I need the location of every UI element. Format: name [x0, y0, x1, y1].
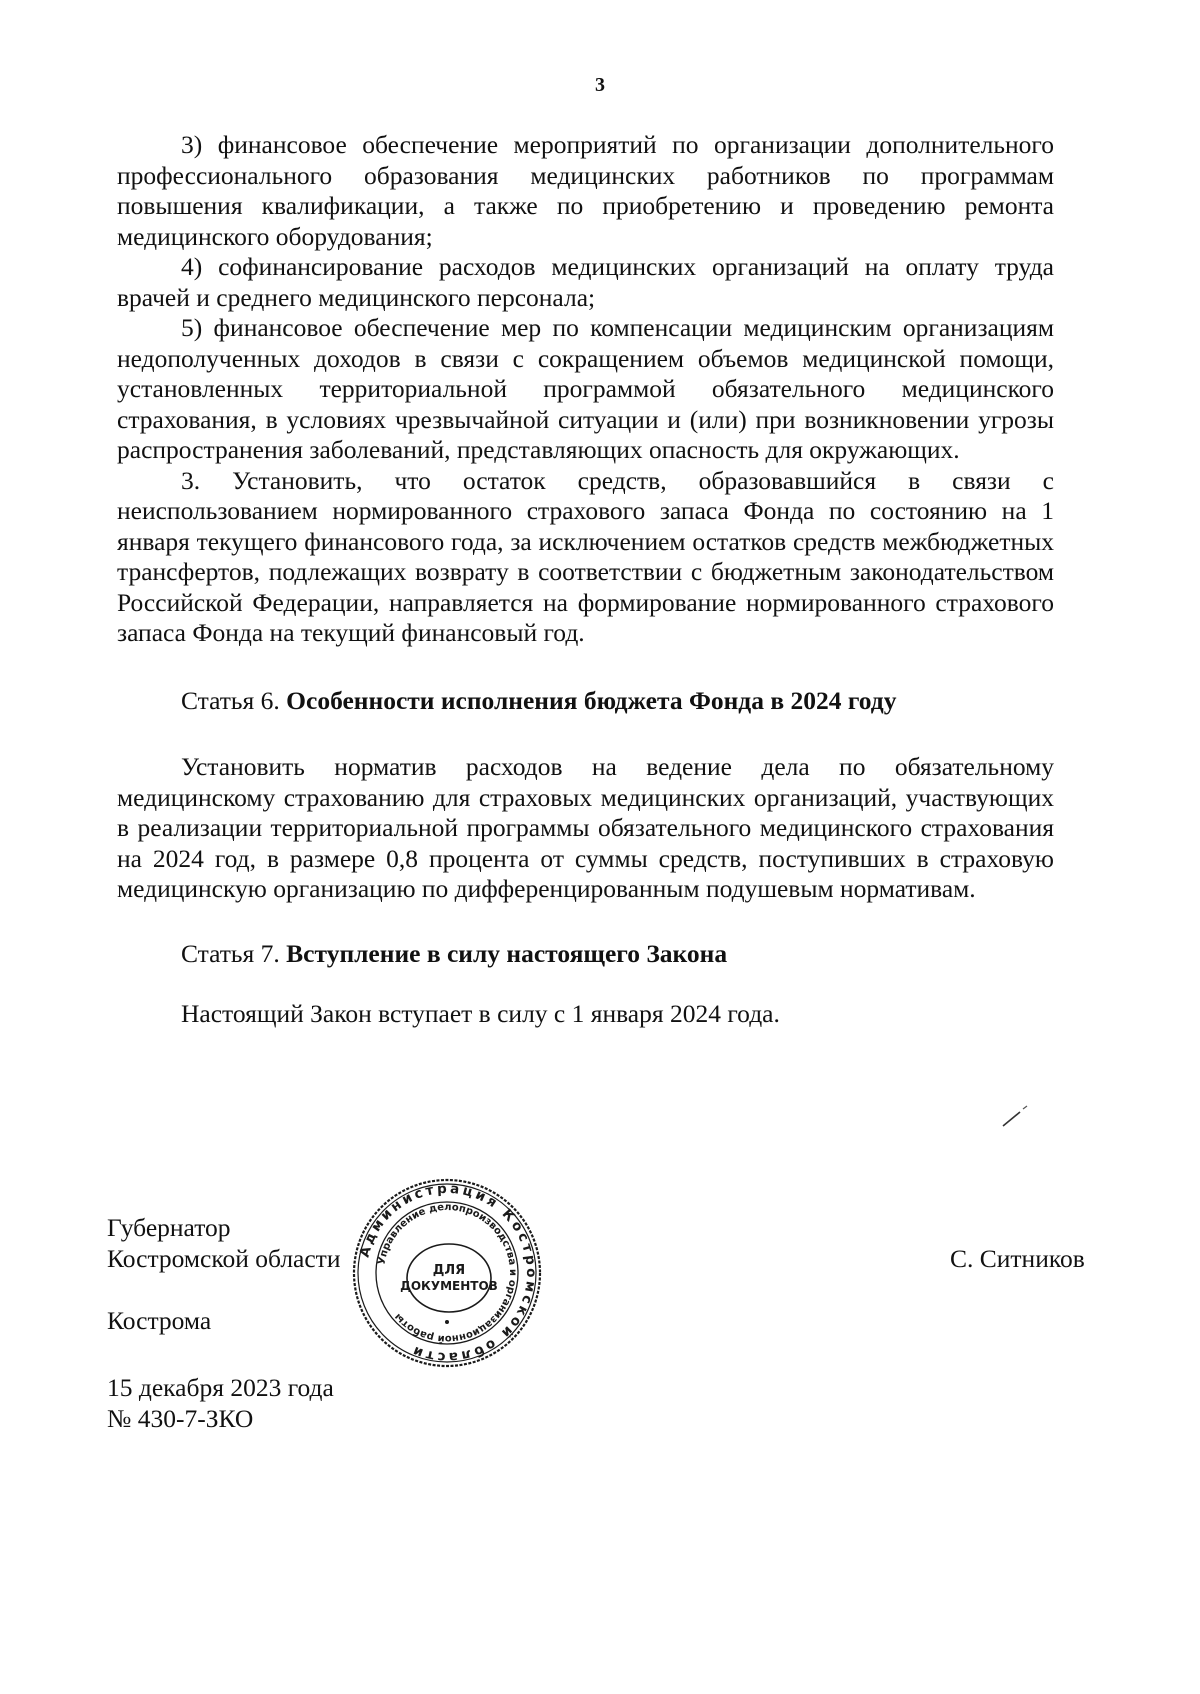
paragraph-item-3: 3) финансовое обеспечение мероприятий по организации дополнительного профессионального образования медицинских работников по программам повышения квалификации, а также по приобретению и проведению ремонта медицинского оборудования; — [117, 130, 1054, 251]
article-6-heading — [117, 686, 1054, 717]
article-7-text: Настоящий Закон вступает в силу с 1 января 2024 года. — [181, 999, 780, 1028]
paragraph-item-4: 4) софинансирование расходов медицинских организаций на оплату труда врачей и среднего медицинского персонала; — [117, 252, 1054, 312]
stamp-star-dot-icon — [445, 1320, 449, 1324]
article-6-title: Особенности исполнения бюджета Фонда в 2024 году — [286, 685, 897, 715]
paragraph-clause-3: 3. Установить, что остаток средств, образовавшийся в связи с неиспользованием нормированного страхового запаса Фонда по состоянию на 1 января текущего финансового года, за исключением остатков средств межбюджетных трансфертов, подлежащих возврату в соответствии с бюджетным законодательством Российской Федерации, направляется на формирование нормированного страхового запаса Фонда на текущий финансовый год. — [117, 465, 1054, 647]
signer-position-line-1: Губернатор — [107, 1213, 231, 1242]
signing-city: Кострома — [107, 1306, 212, 1335]
page-number: 3 — [595, 74, 605, 96]
official-stamp — [352, 1178, 542, 1368]
article-6-prefix: Статья 6. — [181, 685, 280, 715]
article-7-title: Вступление в силу настоящего Закона — [286, 938, 728, 968]
signer-position — [107, 1213, 340, 1274]
stamp-inner-text: Управление делопроизводства и организационной работы — [376, 1201, 519, 1345]
paragraph-item-5: 5) финансовое обеспечение мер по компенсации медицинским организациям недополученных доходов в связи с сокращением объемов медицинской помощи, установленных территориальной программой обязательного медицинского страхования, в условиях чрезвычайной ситуации и (или) при возникновении угрозы распространения заболеваний, представляющих опасность для окружающих. — [117, 313, 1054, 464]
pen-mark-icon — [1000, 1105, 1030, 1129]
signer-name: С. Ситников — [950, 1244, 1085, 1273]
signing-date: 15 декабря 2023 года — [107, 1373, 334, 1402]
document-body — [117, 130, 1054, 1030]
signer-position-line-2: Костромской области — [107, 1243, 341, 1273]
signing-details — [107, 1373, 334, 1434]
stamp-center-line-2: ДОКУМЕНТОВ — [400, 1279, 498, 1293]
stamp-center-line-1: ДЛЯ — [432, 1263, 466, 1278]
law-number: № 430-7-ЗКО — [107, 1403, 254, 1433]
article-7-heading — [117, 939, 1054, 970]
article-7-prefix: Статья 7. — [181, 938, 280, 968]
article-6-text: Установить норматив расходов на ведение дела по обязательному медицинскому страхованию для страховых медицинских организаций, участвующих в реализации территориальной программы обязательного медицинского страхования на 2024 год, в размере 0,8 процента от суммы средств, поступивших в страховую медицинскую организацию по дифференцированным подушевым нормативам. — [117, 752, 1054, 903]
stamp-outer-text: Администрация Костромской области — [356, 1180, 540, 1366]
